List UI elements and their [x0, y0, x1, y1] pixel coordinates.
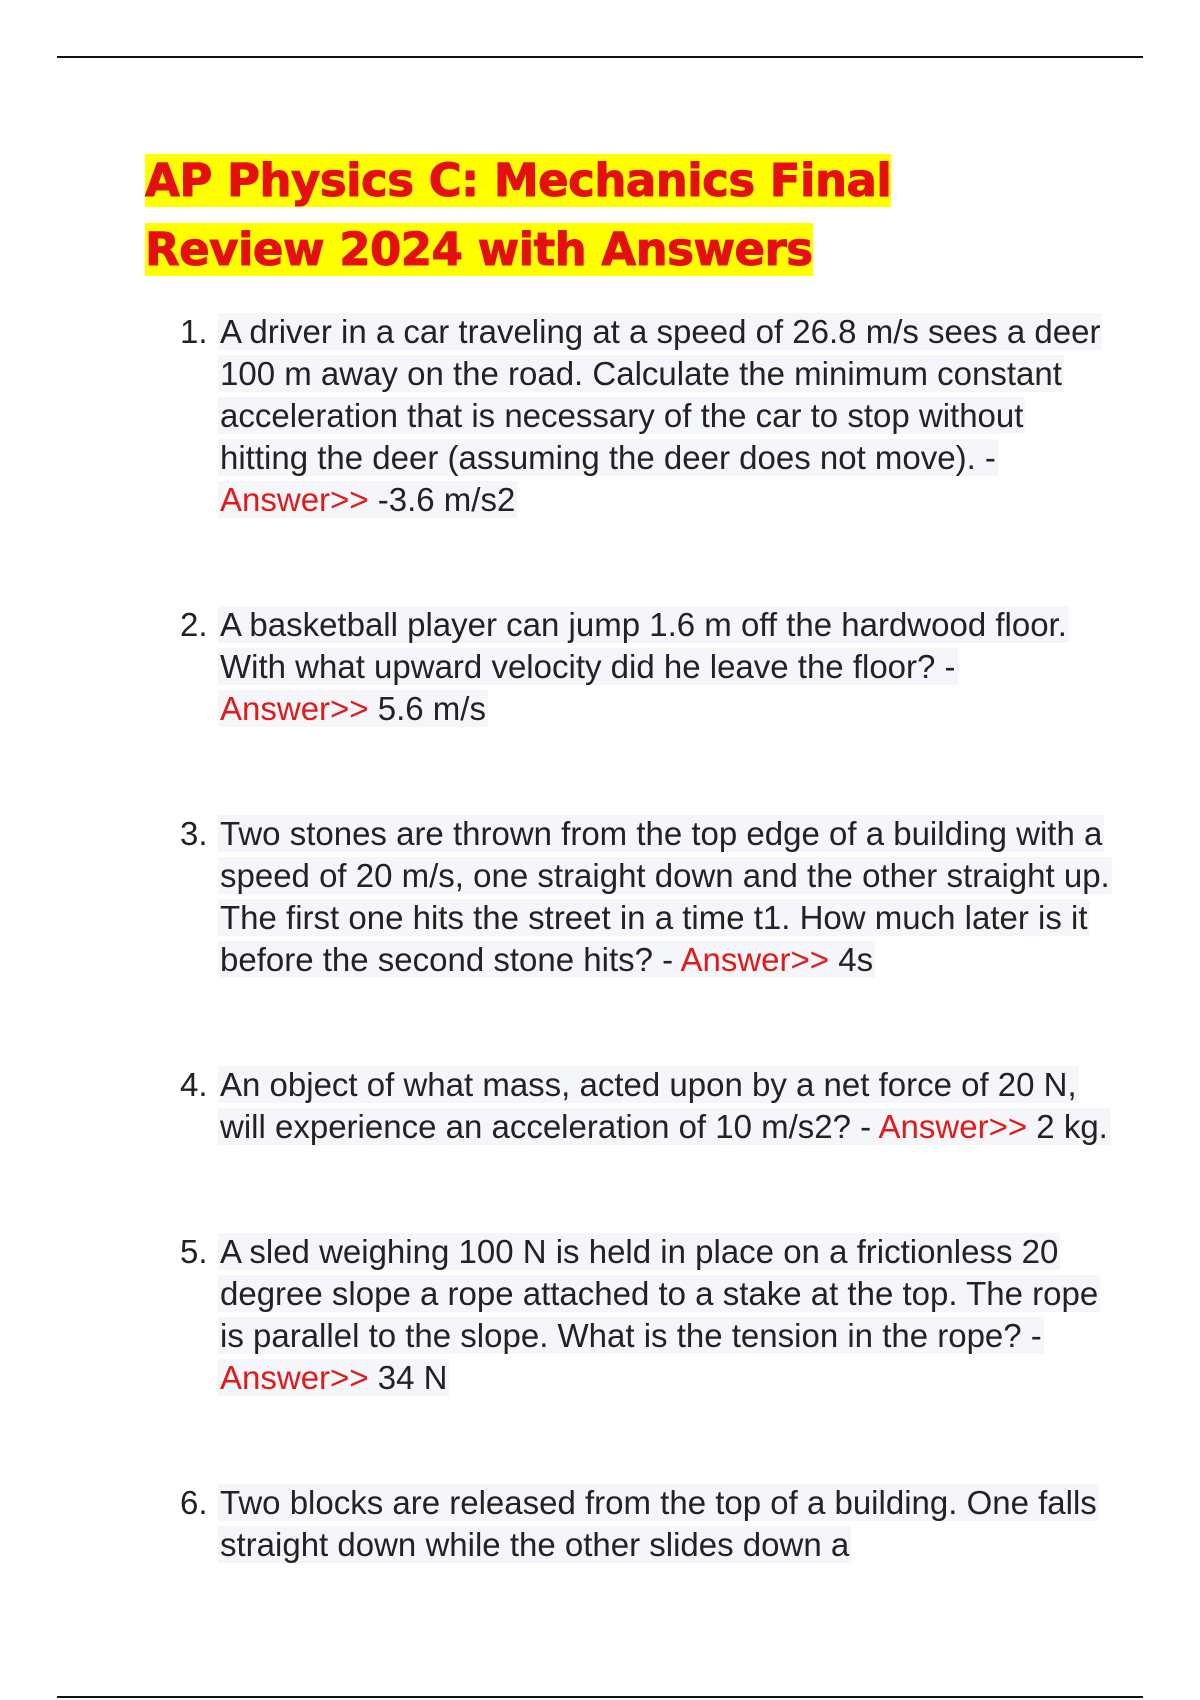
question-item — [160, 311, 1110, 521]
question-text-block — [218, 1484, 1099, 1563]
question-text-block — [218, 1066, 1110, 1145]
header-rule — [57, 56, 1143, 58]
question-item — [160, 1231, 1110, 1399]
question-list — [160, 311, 1110, 1566]
question-text-block — [218, 606, 1069, 727]
question-text-block — [218, 815, 1112, 978]
footer-rule — [57, 1696, 1143, 1698]
question-number: 4. — [180, 1066, 208, 1103]
title-line-2: Review 2024 with Answers — [145, 223, 813, 276]
title-line-1: AP Physics C: Mechanics Final — [145, 154, 892, 207]
question-item — [160, 1064, 1110, 1148]
question-text: Two stones are thrown from the top edge of a building with a speed of 20 m/s, one straight down and the other straight up. The first one hits the street in a time t1. How much later is it before the second stone hits? - — [220, 815, 1110, 978]
question-number: 3. — [180, 815, 208, 852]
question-text: An object of what mass, acted upon by a net force of 20 N, will experience an acceleration of 10 m/s2? - — [220, 1066, 1077, 1145]
question-item — [160, 604, 1110, 730]
question-text-block — [218, 1233, 1100, 1396]
question-text: A driver in a car traveling at a speed of 26.8 m/s sees a deer 100 m away on the road. Calculate the minimum constant acceleration that is necessary of the car to stop without hitting the deer (assuming the deer does not move). - — [220, 313, 1101, 476]
question-text: A basketball player can jump 1.6 m off the hardwood floor. With what upward velocity did he leave the floor? - — [220, 606, 1067, 685]
question-text: A sled weighing 100 N is held in place on a frictionless 20 degree slope a rope attached to a stake at the top. The rope is parallel to the slope. What is the tension in the rope? - — [220, 1233, 1099, 1354]
question-number: 5. — [180, 1233, 208, 1270]
answer-value: 5.6 m/s — [368, 690, 486, 727]
question-item — [160, 1482, 1110, 1566]
answer-label: Answer>> — [220, 690, 369, 727]
answer-label: Answer>> — [220, 1359, 369, 1396]
answer-value: 34 N — [368, 1359, 448, 1396]
question-number: 2. — [180, 606, 208, 643]
question-number: 1. — [180, 313, 208, 350]
answer-value: -3.6 m/s2 — [368, 481, 516, 518]
document-title — [145, 146, 975, 284]
answer-label: Answer>> — [680, 941, 830, 978]
question-number: 6. — [180, 1484, 208, 1521]
answer-label: Answer>> — [878, 1108, 1028, 1145]
answer-value: 4s — [829, 941, 874, 978]
question-item — [160, 813, 1110, 981]
answer-label: Answer>> — [220, 481, 369, 518]
answer-value: 2 kg. — [1027, 1108, 1108, 1145]
question-text: Two blocks are released from the top of a building. One falls straight down while the other slides down a — [220, 1484, 1097, 1563]
question-text-block — [218, 313, 1102, 518]
